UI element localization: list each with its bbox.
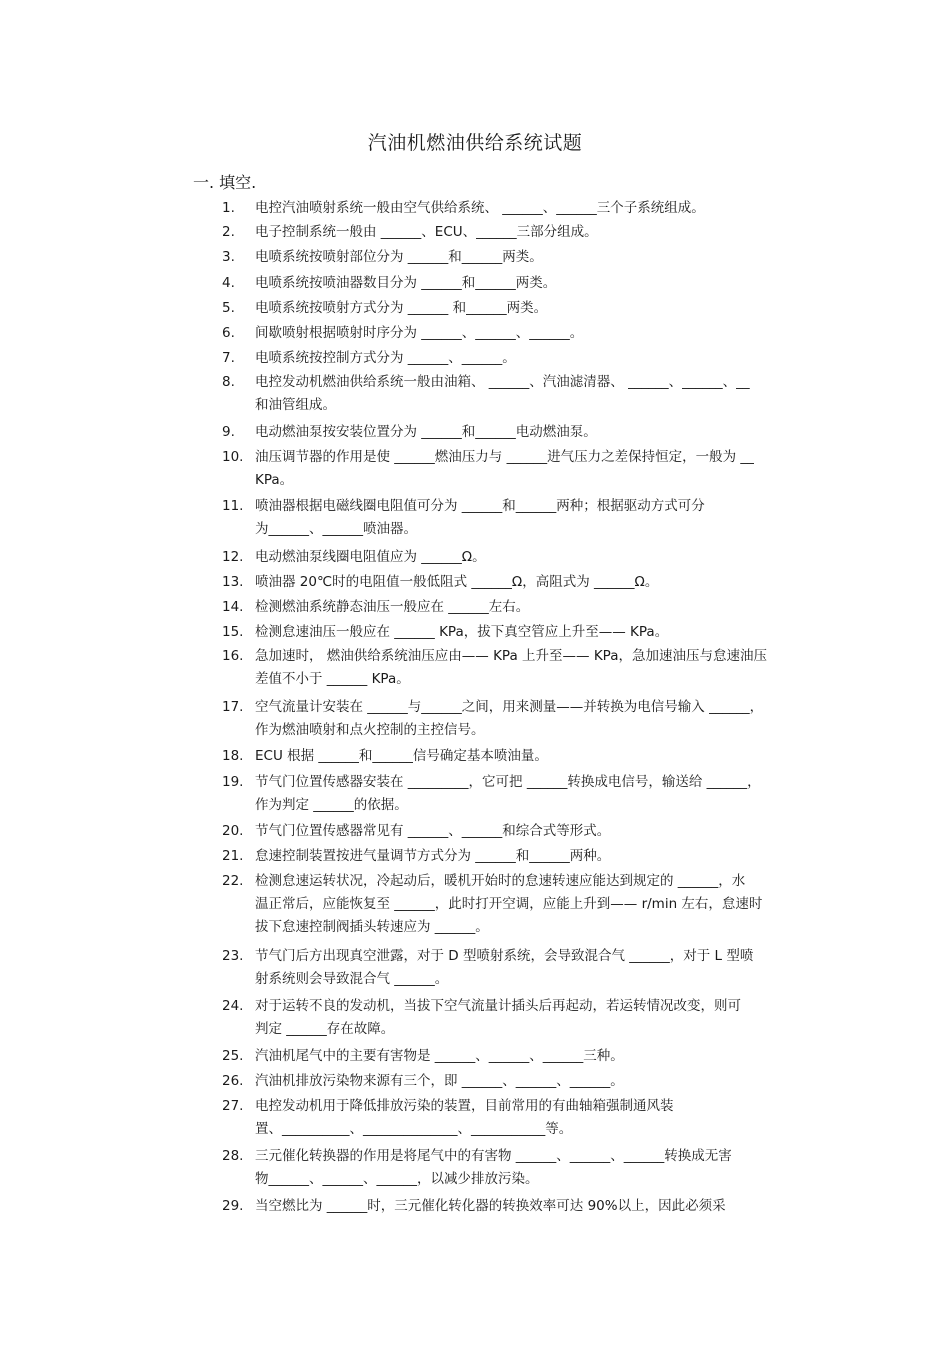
question-text: 电喷系统按控制方式分为 ______、______。 <box>255 350 516 366</box>
question-text: 节气门位置传感器安装在 _________，它可把 ______转换成电信号，输送给 ______， 作为判定 ______的依据。 <box>255 774 761 813</box>
question-number: 4. <box>222 275 235 291</box>
question-item <box>222 621 862 644</box>
question-item <box>222 645 862 691</box>
question-item <box>222 870 862 939</box>
question-text: 喷油器根据电磁线圈电阻值可分为 ______和______两种；根据驱动方式可分 为______、______喷油器。 <box>255 498 705 537</box>
question-text: 油压调节器的作用是使 ______燃油压力与 ______进气压力之差保持恒定，一般为 __ KPa。 <box>255 449 754 488</box>
question-number: 23. <box>222 948 244 964</box>
question-number: 19. <box>222 774 244 790</box>
question-item <box>222 272 862 295</box>
question-item <box>222 347 862 370</box>
question-number: 20. <box>222 823 244 839</box>
question-text: 检测怠速油压一般应在 ______ KPa，拔下真空管应上升至—— KPa。 <box>255 624 669 640</box>
question-number: 21. <box>222 848 244 864</box>
question-number: 24. <box>222 998 244 1014</box>
question-text: 电喷系统按喷油器数目分为 ______和______两类。 <box>255 275 557 291</box>
question-text: ECU 根据 ______和______信号确定基本喷油量。 <box>255 748 548 764</box>
question-text: 间歇喷射根据喷射时序分为 ______、______、______。 <box>255 325 584 341</box>
question-number: 18. <box>222 748 244 764</box>
question-item <box>222 322 862 345</box>
question-item <box>222 1070 862 1093</box>
question-item <box>222 845 862 868</box>
question-text: 怠速控制装置按进气量调节方式分为 ______和______两种。 <box>255 848 611 864</box>
question-item <box>222 820 862 843</box>
question-number: 2. <box>222 224 235 240</box>
question-number: 27. <box>222 1098 244 1114</box>
question-number: 13. <box>222 574 244 590</box>
question-number: 7. <box>222 350 235 366</box>
question-text: 电子控制系统一般由 ______、ECU、______三部分组成。 <box>255 224 598 240</box>
question-text: 急加速时， 燃油供给系统油压应由—— KPa 上升至—— KPa，急加速油压与怠速油压 差值不小于 ______ KPa。 <box>255 648 767 687</box>
section-heading: 一. 填空. <box>193 173 257 192</box>
question-number: 10. <box>222 449 244 465</box>
question-number: 6. <box>222 325 235 341</box>
question-number: 26. <box>222 1073 244 1089</box>
question-item <box>222 421 862 444</box>
question-item <box>222 1195 862 1218</box>
question-text: 节气门后方出现真空泄露，对于 D 型喷射系统，会导致混合气 ______，对于 L 型喷 射系统则会导致混合气 ______。 <box>255 948 754 987</box>
question-number: 3. <box>222 249 235 265</box>
question-item <box>222 696 862 742</box>
question-item <box>222 771 862 817</box>
question-item <box>222 221 862 244</box>
question-number: 9. <box>222 424 235 440</box>
question-item <box>222 371 862 417</box>
question-text: 三元催化转换器的作用是将尾气中的有害物 ______、______、______转换成无害 物______、______、______，以减少排放污染。 <box>255 1148 732 1187</box>
question-number: 16. <box>222 648 244 664</box>
question-item <box>222 1145 862 1191</box>
question-text: 电控发动机用于降低排放污染的装置，目前常用的有曲轴箱强制通风装 置、__________、______________、___________等。 <box>255 1098 674 1137</box>
question-text: 电动燃油泵按安装位置分为 ______和______电动燃油泵。 <box>255 424 597 440</box>
question-item <box>222 297 862 320</box>
question-text: 汽油机尾气中的主要有害物是 ______、______、______三种。 <box>255 1048 624 1064</box>
question-number: 14. <box>222 599 244 615</box>
question-item <box>222 197 862 220</box>
question-item <box>222 596 862 619</box>
question-number: 1. <box>222 200 235 216</box>
question-number: 29. <box>222 1198 244 1214</box>
question-text: 对于运转不良的发动机，当拔下空气流量计插头后再起动，若运转情况改变，则可 判定 ______存在故障。 <box>255 998 741 1037</box>
page-title: 汽油机燃油供给系统试题 <box>367 132 583 154</box>
question-number: 15. <box>222 624 244 640</box>
question-number: 8. <box>222 374 235 390</box>
question-text: 当空燃比为 ______时，三元催化转化器的转换效率可达 90%以上，因此必须采 <box>255 1198 726 1214</box>
question-item <box>222 745 862 768</box>
question-item <box>222 1095 862 1141</box>
question-text: 电喷系统按喷射方式分为 ______ 和______两类。 <box>255 300 548 316</box>
question-number: 25. <box>222 1048 244 1064</box>
question-number: 28. <box>222 1148 244 1164</box>
question-number: 11. <box>222 498 244 514</box>
question-text: 空气流量计安装在 ______与______之间，用来测量——并转换为电信号输入 ______， 作为燃油喷射和点火控制的主控信号。 <box>255 699 764 738</box>
question-item <box>222 995 862 1041</box>
question-item <box>222 446 862 492</box>
question-item <box>222 495 862 541</box>
question-item <box>222 1045 862 1068</box>
question-number: 17. <box>222 699 244 715</box>
question-text: 电控汽油喷射系统一般由空气供给系统、 ______、______三个子系统组成。 <box>255 200 705 216</box>
question-text: 电喷系统按喷射部位分为 ______和______两类。 <box>255 249 543 265</box>
question-text: 节气门位置传感器常见有 ______、______和综合式等形式。 <box>255 823 611 839</box>
question-text: 电控发动机燃油供给系统一般由油箱、 ______、汽油滤清器、 ______、______、__ 和油管组成。 <box>255 374 750 413</box>
question-number: 12. <box>222 549 244 565</box>
question-text: 检测怠速运转状况，冷起动后，暖机开始时的怠速转速应能达到规定的 ______，水 温正常后，应能恢复至 ______，此时打开空调，应能上升到—— r/min 左右，怠速时 拔下怠速控制阀插头转速应为 ______。 <box>255 873 763 935</box>
question-item <box>222 945 862 991</box>
question-number: 22. <box>222 873 244 889</box>
question-text: 汽油机排放污染物来源有三个，即 ______、______、______。 <box>255 1073 624 1089</box>
question-text: 检测燃油系统静态油压一般应在 ______左右。 <box>255 599 530 615</box>
question-text: 喷油器 20℃时的电阻值一般低阻式 ______Ω，高阻式为 ______Ω。 <box>255 574 659 590</box>
question-number: 5. <box>222 300 235 316</box>
question-item <box>222 246 862 269</box>
question-text: 电动燃油泵线圈电阻值应为 ______Ω。 <box>255 549 486 565</box>
question-item <box>222 546 862 569</box>
question-item <box>222 571 862 594</box>
